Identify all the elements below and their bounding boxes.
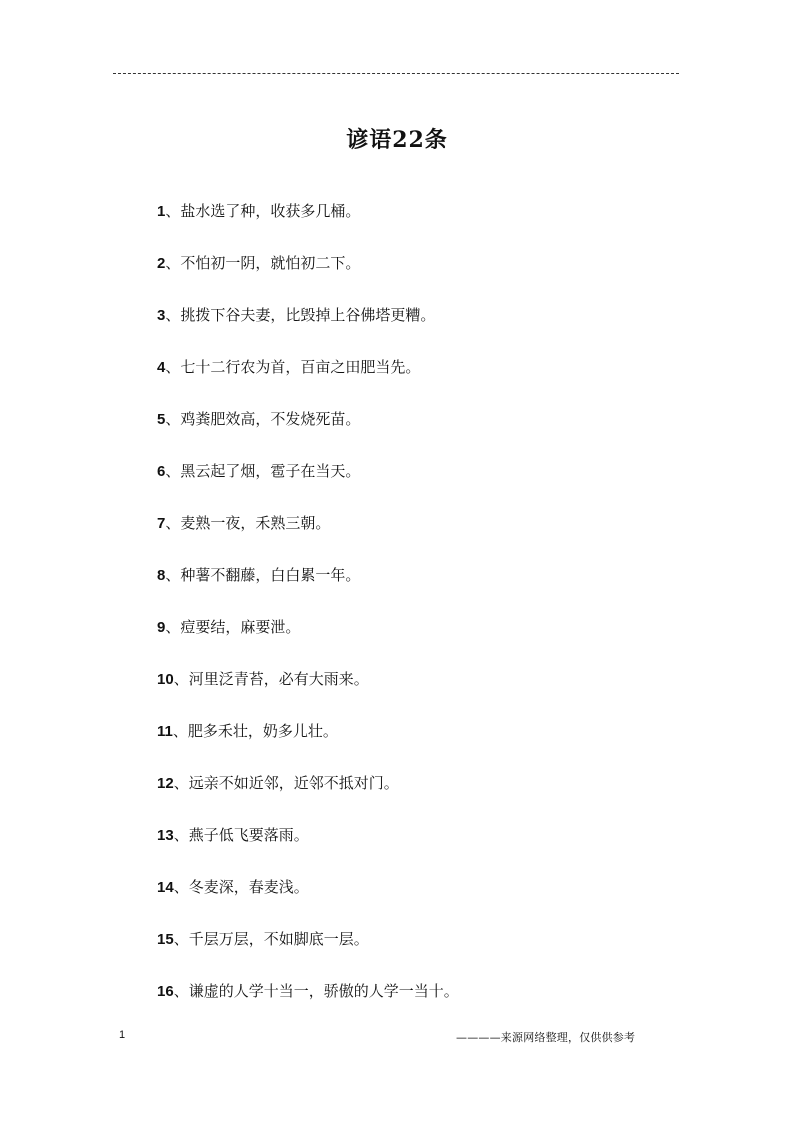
item-text: 、冬麦深，春麦浅。 xyxy=(173,878,309,896)
item-number: 12 xyxy=(157,775,174,792)
item-text: 、远亲不如近邻，近邻不抵对门。 xyxy=(173,774,399,792)
item-number: 16 xyxy=(157,983,174,1000)
item-text: 、黑云起了烟，雹子在当天。 xyxy=(165,462,361,480)
list-item xyxy=(157,873,459,925)
list-item xyxy=(157,665,459,717)
item-text: 、鸡粪肥效高，不发烧死苗。 xyxy=(165,410,361,428)
header-divider xyxy=(113,73,679,74)
list-item xyxy=(157,457,459,509)
item-number: 15 xyxy=(157,931,174,948)
list-item xyxy=(157,769,459,821)
list-item xyxy=(157,405,459,457)
item-number: 7 xyxy=(157,515,166,532)
list-item xyxy=(157,353,459,405)
item-number: 9 xyxy=(157,619,166,636)
list-item xyxy=(157,509,459,561)
item-number: 4 xyxy=(157,359,166,376)
item-number: 5 xyxy=(157,411,166,428)
item-number: 3 xyxy=(157,307,166,324)
item-text: 、麦熟一夜，禾熟三朝。 xyxy=(165,514,331,532)
item-text: 、盐水选了种，收获多几桶。 xyxy=(165,202,361,220)
proverb-list xyxy=(157,197,459,1029)
item-text: 、千层万层，不如脚底一层。 xyxy=(173,930,369,948)
list-item xyxy=(157,821,459,873)
item-text: 、燕子低飞要落雨。 xyxy=(173,826,309,844)
list-item xyxy=(157,561,459,613)
list-item xyxy=(157,925,459,977)
item-number: 11 xyxy=(157,723,173,740)
list-item xyxy=(157,197,459,249)
item-number: 13 xyxy=(157,827,174,844)
list-item xyxy=(157,613,459,665)
list-item xyxy=(157,977,459,1029)
item-text: 、肥多禾壮，奶多儿壮。 xyxy=(172,722,338,740)
page-title: 谚语22条 xyxy=(346,127,448,153)
list-item xyxy=(157,301,459,353)
item-text: 、七十二行农为首，百亩之田肥当先。 xyxy=(165,358,421,376)
item-text: 、挑拨下谷夫妻，比毁掉上谷佛塔更糟。 xyxy=(165,306,436,324)
page-number: 1 xyxy=(119,1029,126,1041)
item-text: 、痘要结，麻要泄。 xyxy=(165,618,301,636)
item-text: 、不怕初一阴，就怕初二下。 xyxy=(165,254,361,272)
item-number: 14 xyxy=(157,879,174,896)
item-text: 、河里泛青苔，必有大雨来。 xyxy=(173,670,369,688)
list-item xyxy=(157,717,459,769)
footer-note: ————来源网络整理，仅供供参考 xyxy=(456,1031,636,1044)
item-text: 、种薯不翻藤，白白累一年。 xyxy=(165,566,361,584)
list-item xyxy=(157,249,459,301)
item-number: 10 xyxy=(157,671,174,688)
item-text: 、谦虚的人学十当一，骄傲的人学一当十。 xyxy=(173,982,459,1000)
item-number: 2 xyxy=(157,255,166,272)
item-number: 1 xyxy=(157,203,166,220)
item-number: 8 xyxy=(157,567,166,584)
item-number: 6 xyxy=(157,463,166,480)
